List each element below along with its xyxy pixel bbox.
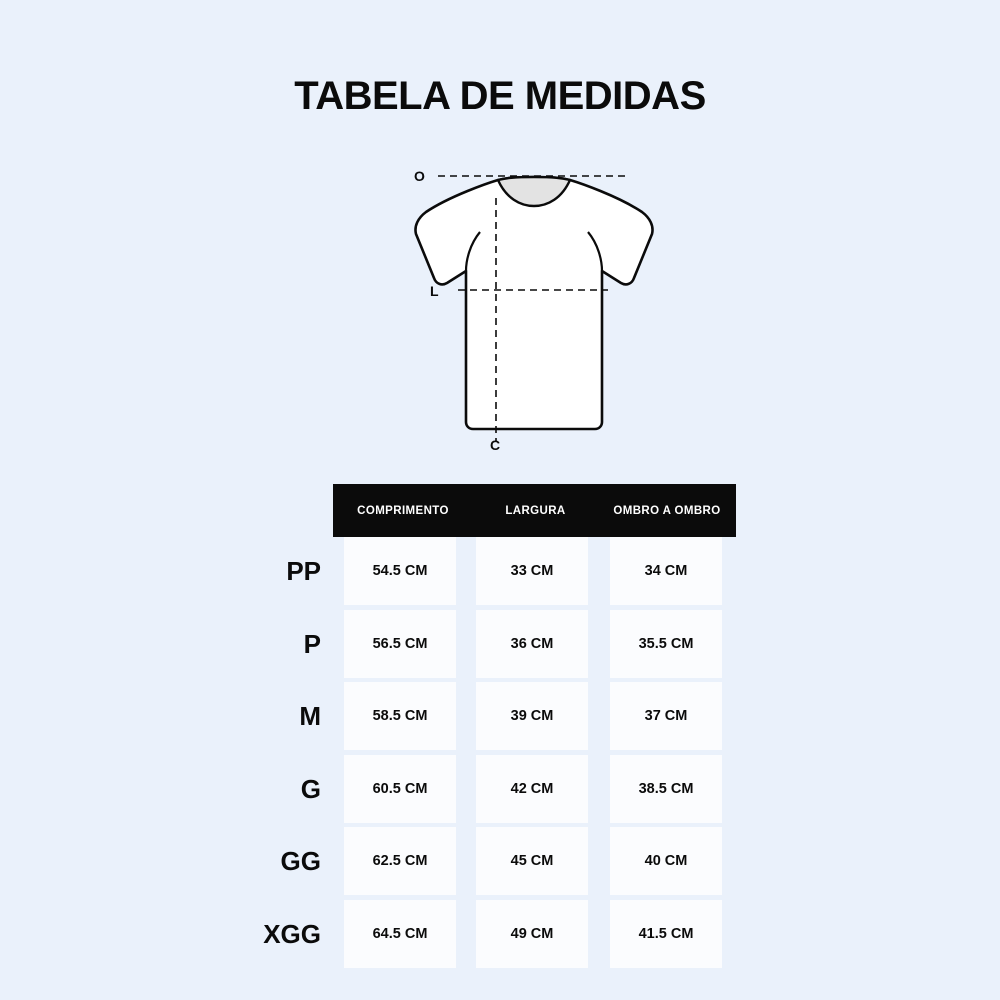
size-label: GG [280,846,321,876]
size-label: G [300,773,321,804]
page-title: TABELA DE MEDIDAS [294,74,706,118]
table-body [232,537,772,972]
size-label: P [303,628,321,659]
column-header-comprimento: COMPRIMENTO [357,504,449,517]
table-row [232,755,772,828]
cell-largura: 49 CM [476,900,588,968]
size-label: M [299,701,321,731]
cell-comprimento: 64.5 CM [344,900,456,968]
column-header-largura: LARGURA [505,504,566,517]
cell-ombro: 34 CM [610,537,722,605]
cell-largura: 33 CM [476,537,588,605]
shoulder-label: O [414,168,425,184]
cell-comprimento: 56.5 CM [344,610,456,678]
cell-ombro: 37 CM [610,682,722,750]
cell-comprimento: 58.5 CM [344,682,456,750]
tshirt-diagram [330,150,730,470]
table-row [232,900,772,973]
cell-comprimento: 54.5 CM [344,537,456,605]
size-label: PP [286,556,321,586]
cell-comprimento: 60.5 CM [344,755,456,823]
tshirt-shape [415,177,652,429]
table-header-row [333,484,736,537]
cell-largura: 42 CM [476,755,588,823]
table-row [232,827,772,900]
width-label: L [430,283,439,299]
cell-largura: 39 CM [476,682,588,750]
cell-largura: 36 CM [476,610,588,678]
cell-ombro: 41.5 CM [610,900,722,968]
table-row [232,610,772,683]
table-row [232,682,772,755]
column-header-ombro-a-ombro: OMBRO A OMBRO [613,504,721,517]
cell-ombro: 40 CM [610,827,722,895]
cell-ombro: 38.5 CM [610,755,722,823]
cell-ombro: 35.5 CM [610,610,722,678]
table-row [232,537,772,610]
size-label: XGG [263,918,321,949]
cell-largura: 45 CM [476,827,588,895]
length-label: C [490,437,501,453]
cell-comprimento: 62.5 CM [344,827,456,895]
